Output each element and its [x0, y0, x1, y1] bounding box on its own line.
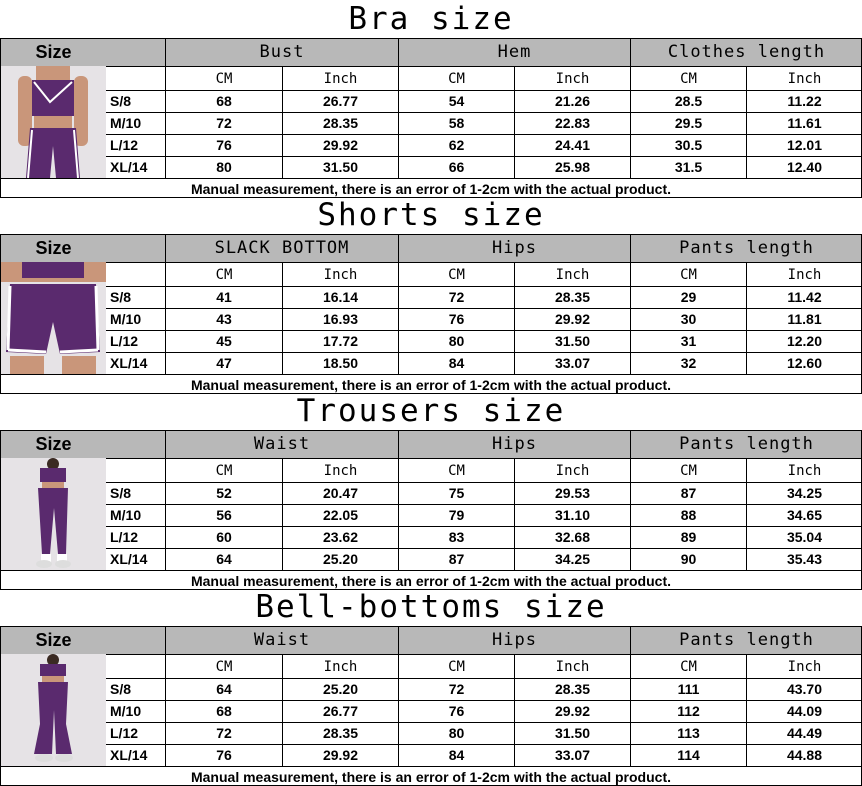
unit-header: Inch	[514, 654, 630, 678]
table-cell: 32	[630, 352, 746, 374]
size-row-label: M/10	[106, 112, 165, 134]
table-cell: 84	[398, 352, 514, 374]
header-spacer	[106, 234, 165, 262]
table-cell: 29.53	[514, 482, 630, 504]
unit-header: Inch	[514, 458, 630, 482]
column-group-header: Hips	[398, 430, 630, 458]
table-cell: 76	[398, 308, 514, 330]
section-title: Shorts size	[317, 197, 545, 233]
size-header: Size	[0, 38, 106, 66]
table-cell: 25.20	[282, 678, 398, 700]
table-cell: 20.47	[282, 482, 398, 504]
table-cell: 62	[398, 134, 514, 156]
unit-header: Inch	[514, 262, 630, 286]
unit-header: Inch	[746, 458, 862, 482]
table-cell: 64	[165, 678, 282, 700]
measurement-note: Manual measurement, there is an error of 1-2cm with the actual product.	[0, 374, 862, 394]
size-row-label: XL/14	[106, 156, 165, 178]
table-cell: 28.5	[630, 90, 746, 112]
size-header: Size	[0, 430, 106, 458]
column-group-header: Pants length	[630, 234, 862, 262]
table-cell: 11.61	[746, 112, 862, 134]
table-cell: 28.35	[282, 722, 398, 744]
table-cell: 18.50	[282, 352, 398, 374]
size-section	[0, 392, 862, 588]
table-cell: 29	[630, 286, 746, 308]
bra-set-model-photo	[0, 66, 106, 178]
unit-header: CM	[630, 66, 746, 90]
table-cell: 31.10	[514, 504, 630, 526]
table-cell: 83	[398, 526, 514, 548]
table-cell: 29.92	[282, 134, 398, 156]
table-cell: 28.35	[514, 286, 630, 308]
table-cell: 56	[165, 504, 282, 526]
column-group-header: Pants length	[630, 430, 862, 458]
table-cell: 47	[165, 352, 282, 374]
table-cell: 43	[165, 308, 282, 330]
table-cell: 11.22	[746, 90, 862, 112]
unit-header: CM	[630, 458, 746, 482]
table-cell: 31	[630, 330, 746, 352]
table-cell: 88	[630, 504, 746, 526]
header-spacer	[106, 430, 165, 458]
table-cell: 80	[398, 330, 514, 352]
table-cell: 24.41	[514, 134, 630, 156]
section-title: Trousers size	[296, 393, 566, 429]
table-cell: 64	[165, 548, 282, 570]
table-cell: 76	[165, 134, 282, 156]
table-cell: 30	[630, 308, 746, 330]
table-cell: 16.14	[282, 286, 398, 308]
table-cell: 44.49	[746, 722, 862, 744]
unit-header: CM	[398, 66, 514, 90]
table-cell: 113	[630, 722, 746, 744]
table-cell: 43.70	[746, 678, 862, 700]
column-group-header: Hem	[398, 38, 630, 66]
size-row-label: XL/14	[106, 548, 165, 570]
unit-label-spacer	[106, 458, 165, 482]
unit-header: Inch	[746, 654, 862, 678]
table-cell: 34.65	[746, 504, 862, 526]
unit-header: CM	[165, 458, 282, 482]
size-row-label: L/12	[106, 526, 165, 548]
unit-header: CM	[630, 654, 746, 678]
column-group-header: Pants length	[630, 626, 862, 654]
table-cell: 68	[165, 700, 282, 722]
size-section	[0, 196, 862, 392]
size-row-label: L/12	[106, 330, 165, 352]
table-cell: 11.81	[746, 308, 862, 330]
table-cell: 32.68	[514, 526, 630, 548]
table-border	[0, 234, 1, 394]
table-cell: 75	[398, 482, 514, 504]
unit-header: Inch	[282, 654, 398, 678]
table-cell: 60	[165, 526, 282, 548]
table-cell: 26.77	[282, 90, 398, 112]
size-header: Size	[0, 234, 106, 262]
table-cell: 72	[165, 112, 282, 134]
table-cell: 79	[398, 504, 514, 526]
size-row-label: XL/14	[106, 744, 165, 766]
table-cell: 30.5	[630, 134, 746, 156]
column-group-header: Bust	[165, 38, 398, 66]
size-row-label: S/8	[106, 482, 165, 504]
bell-bottoms-model-photo	[0, 654, 106, 766]
table-cell: 34.25	[746, 482, 862, 504]
table-cell: 29.5	[630, 112, 746, 134]
table-cell: 76	[398, 700, 514, 722]
table-cell: 45	[165, 330, 282, 352]
unit-label-spacer	[106, 654, 165, 678]
size-row-label: M/10	[106, 700, 165, 722]
unit-header: CM	[165, 262, 282, 286]
size-row-label: S/8	[106, 286, 165, 308]
measurement-note: Manual measurement, there is an error of 1-2cm with the actual product.	[0, 766, 862, 786]
size-row-label: XL/14	[106, 352, 165, 374]
table-cell: 111	[630, 678, 746, 700]
size-section	[0, 588, 862, 785]
table-cell: 112	[630, 700, 746, 722]
table-cell: 80	[165, 156, 282, 178]
shorts-model-photo	[0, 262, 106, 374]
table-cell: 22.83	[514, 112, 630, 134]
column-group-header: SLACK BOTTOM	[165, 234, 398, 262]
table-cell: 26.77	[282, 700, 398, 722]
table-cell: 76	[165, 744, 282, 766]
table-cell: 21.26	[514, 90, 630, 112]
table-cell: 68	[165, 90, 282, 112]
table-cell: 41	[165, 286, 282, 308]
table-border	[0, 626, 1, 786]
column-group-header: Hips	[398, 234, 630, 262]
unit-header: Inch	[282, 262, 398, 286]
table-cell: 11.42	[746, 286, 862, 308]
table-cell: 31.50	[514, 722, 630, 744]
table-cell: 84	[398, 744, 514, 766]
size-row-label: L/12	[106, 722, 165, 744]
table-cell: 72	[165, 722, 282, 744]
unit-header: CM	[398, 458, 514, 482]
measurement-note: Manual measurement, there is an error of 1-2cm with the actual product.	[0, 178, 862, 198]
unit-label-spacer	[106, 262, 165, 286]
table-cell: 29.92	[514, 700, 630, 722]
table-cell: 33.07	[514, 352, 630, 374]
column-group-header: Hips	[398, 626, 630, 654]
table-cell: 89	[630, 526, 746, 548]
size-section	[0, 0, 862, 196]
table-cell: 35.04	[746, 526, 862, 548]
trousers-model-photo	[0, 458, 106, 570]
table-cell: 29.92	[514, 308, 630, 330]
unit-header: Inch	[746, 66, 862, 90]
table-cell: 16.93	[282, 308, 398, 330]
unit-header: Inch	[746, 262, 862, 286]
unit-header: Inch	[514, 66, 630, 90]
table-cell: 29.92	[282, 744, 398, 766]
table-cell: 87	[630, 482, 746, 504]
table-cell: 87	[398, 548, 514, 570]
header-spacer	[106, 626, 165, 654]
table-cell: 114	[630, 744, 746, 766]
unit-header: CM	[165, 66, 282, 90]
size-header: Size	[0, 626, 106, 654]
table-cell: 72	[398, 286, 514, 308]
table-cell: 12.20	[746, 330, 862, 352]
table-cell: 34.25	[514, 548, 630, 570]
unit-header: CM	[398, 262, 514, 286]
table-cell: 44.09	[746, 700, 862, 722]
section-title: Bell-bottoms size	[255, 589, 607, 625]
table-cell: 35.43	[746, 548, 862, 570]
unit-header: CM	[165, 654, 282, 678]
table-cell: 22.05	[282, 504, 398, 526]
table-cell: 28.35	[282, 112, 398, 134]
table-border	[0, 38, 1, 198]
size-row-label: M/10	[106, 504, 165, 526]
column-group-header: Clothes length	[630, 38, 862, 66]
table-cell: 25.98	[514, 156, 630, 178]
table-cell: 12.01	[746, 134, 862, 156]
unit-header: Inch	[282, 66, 398, 90]
table-cell: 58	[398, 112, 514, 134]
table-cell: 80	[398, 722, 514, 744]
unit-header: Inch	[282, 458, 398, 482]
header-spacer	[106, 38, 165, 66]
table-cell: 31.50	[514, 330, 630, 352]
table-cell: 17.72	[282, 330, 398, 352]
size-row-label: M/10	[106, 308, 165, 330]
table-border	[0, 430, 1, 590]
table-cell: 44.88	[746, 744, 862, 766]
table-cell: 25.20	[282, 548, 398, 570]
unit-header: CM	[398, 654, 514, 678]
section-title: Bra size	[348, 1, 514, 37]
column-group-header: Waist	[165, 626, 398, 654]
table-cell: 31.50	[282, 156, 398, 178]
table-cell: 90	[630, 548, 746, 570]
table-cell: 72	[398, 678, 514, 700]
unit-label-spacer	[106, 66, 165, 90]
table-cell: 12.60	[746, 352, 862, 374]
table-cell: 52	[165, 482, 282, 504]
table-cell: 31.5	[630, 156, 746, 178]
table-cell: 23.62	[282, 526, 398, 548]
table-cell: 12.40	[746, 156, 862, 178]
size-row-label: L/12	[106, 134, 165, 156]
table-cell: 28.35	[514, 678, 630, 700]
measurement-note: Manual measurement, there is an error of 1-2cm with the actual product.	[0, 570, 862, 590]
table-cell: 54	[398, 90, 514, 112]
table-cell: 66	[398, 156, 514, 178]
table-cell: 33.07	[514, 744, 630, 766]
unit-header: CM	[630, 262, 746, 286]
column-group-header: Waist	[165, 430, 398, 458]
size-row-label: S/8	[106, 90, 165, 112]
size-row-label: S/8	[106, 678, 165, 700]
